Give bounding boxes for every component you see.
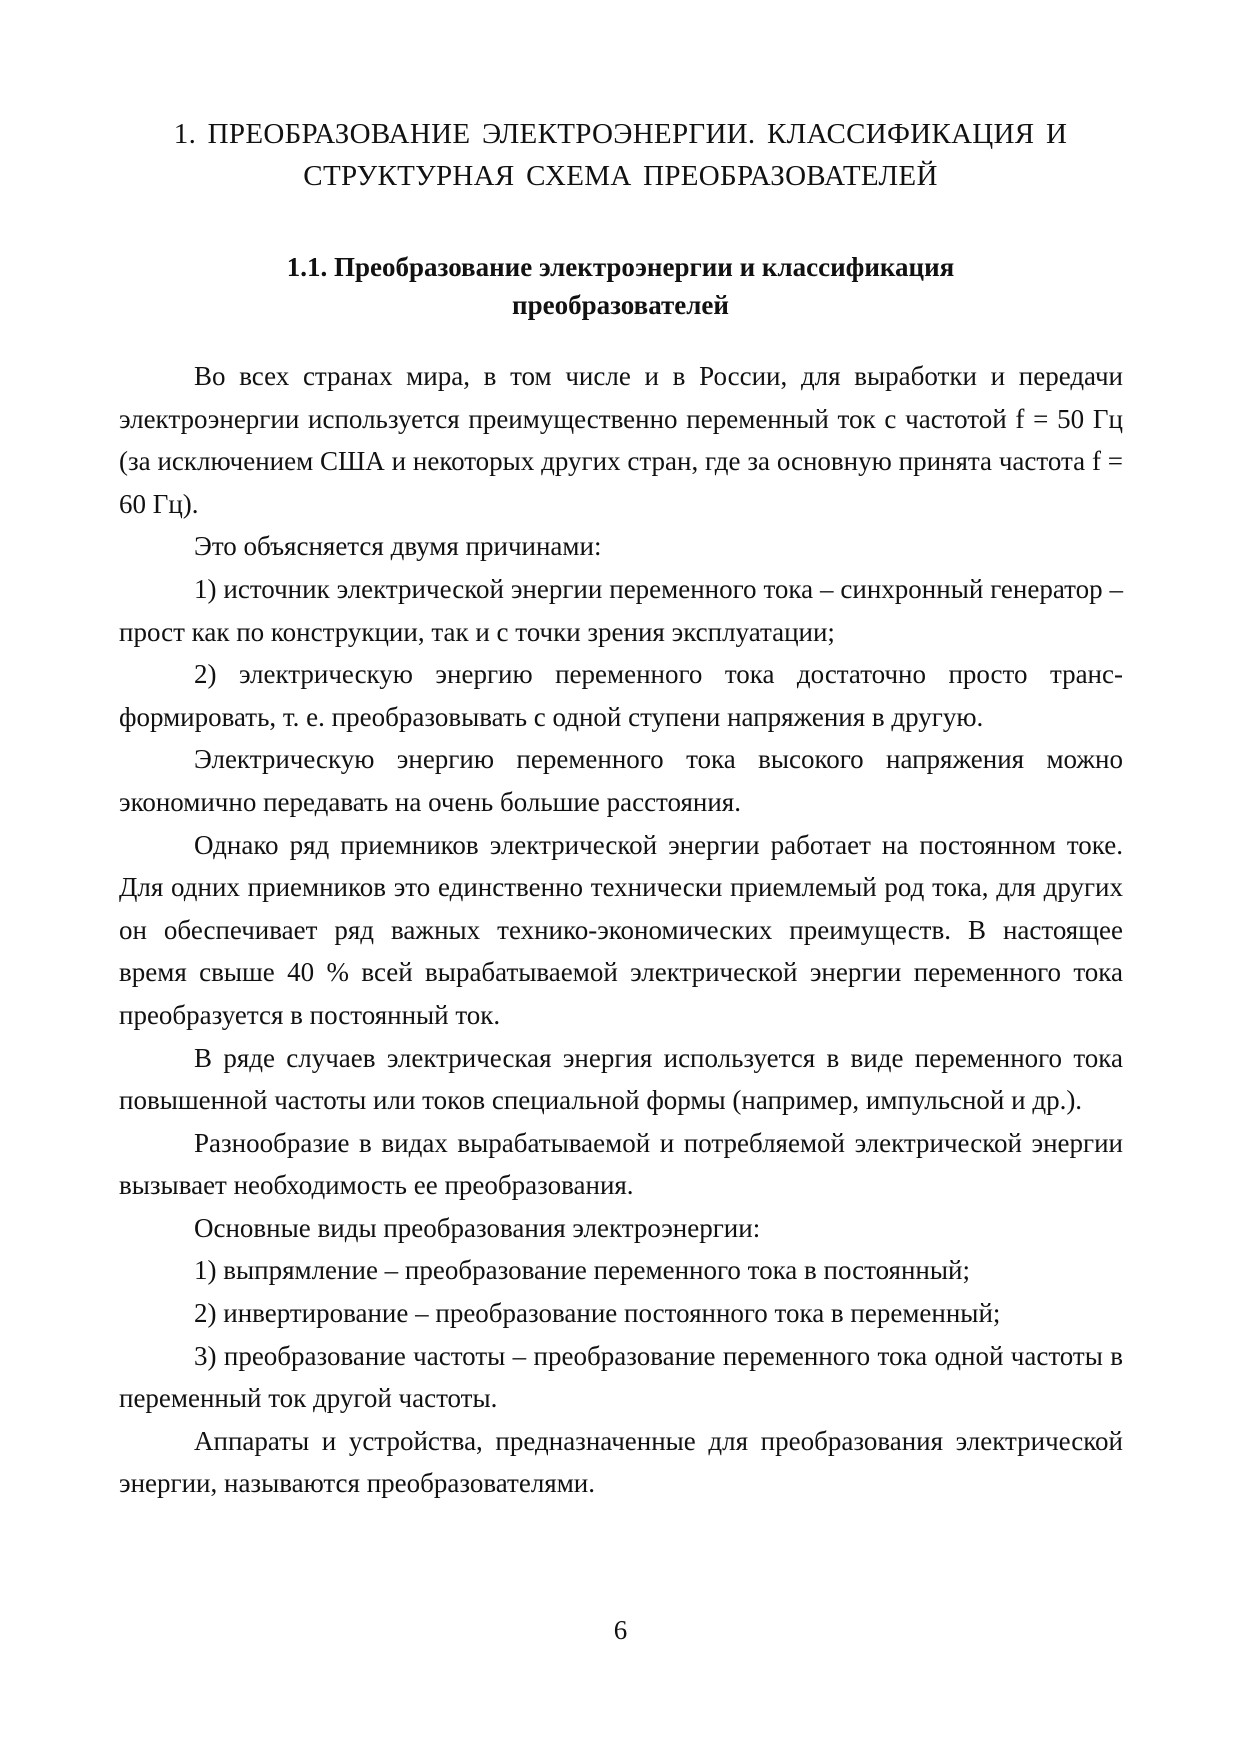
- list-item: 1) источник электрической энергии переменного тока – синхронный генератор – прост как по конструкции, так и с точки зрения эксплуатации;: [119, 573, 1123, 647]
- chapter-title: [118, 113, 1123, 197]
- paragraph: Во всех странах мира, в том числе и в России, для выработки и передачи электроэнергии используется преимущественно переменный ток с частотой f = 50 Гц (за исключением США и некоторых других стран, где за основную принята частота f = 60 Гц).: [119, 361, 1123, 519]
- paragraph: Это объясняется двумя причинами:: [194, 531, 602, 562]
- body-text: [119, 355, 1123, 1505]
- paragraph: В ряде случаев электрическая энергия используется в виде переменного тока повышенной частоты или токов специальной формы (например, импульсной и др.).: [119, 1042, 1123, 1116]
- paragraph: Основные виды преобразования электроэнергии:: [194, 1212, 761, 1243]
- list-item: 1) выпрямление – преобразование переменного тока в постоянный;: [194, 1255, 970, 1286]
- list-item: 2) электрическую энергию переменного тока достаточно просто трансформировать, т. е. преобразовывать с одной ступени напряжения в другую.: [119, 659, 1123, 732]
- chapter-title-line-2: СТРУКТУРНАЯ СХЕМА ПРЕОБРАЗОВАТЕЛЕЙ: [303, 160, 938, 192]
- paragraph: Однако ряд приемников электрической энергии работает на постоянном токе. Для одних приемников это единственно технически приемлемый род тока, для других он обеспечивает ряд важных технико-экономических преимуществ. В настоящее время свыше 40 % всей вырабатываемой электрической энергии переменного тока преобразуется в постоянный ток.: [119, 829, 1123, 1030]
- list-item: 2) инвертирование – преобразование постоянного тока в переменный;: [194, 1298, 1001, 1329]
- paragraph: Электрическую энергию переменного тока высокого напряжения можно экономично передавать на очень большие расстояния.: [119, 744, 1123, 817]
- section-title-line-2: преобразователей: [512, 290, 729, 320]
- chapter-title-line-1: 1. ПРЕОБРАЗОВАНИЕ ЭЛЕКТРОЭНЕРГИИ. КЛАССИФИКАЦИЯ И: [173, 118, 1068, 150]
- section-title: [118, 248, 1123, 324]
- page-number: 6: [613, 1615, 628, 1645]
- paragraph: Разнообразие в видах вырабатываемой и потребляемой электрической энергии вызывает необходимость ее преобразования.: [119, 1127, 1123, 1201]
- paragraph: Аппараты и устройства, предназначенные для преобразования электрической энергии, называются преобразователями.: [119, 1425, 1123, 1499]
- section-title-line-1: 1.1. Преобразование электроэнергии и классификация: [286, 252, 955, 282]
- list-item: 3) преобразование частоты – преобразование переменного тока одной частоты в переменный ток другой частоты.: [119, 1340, 1123, 1414]
